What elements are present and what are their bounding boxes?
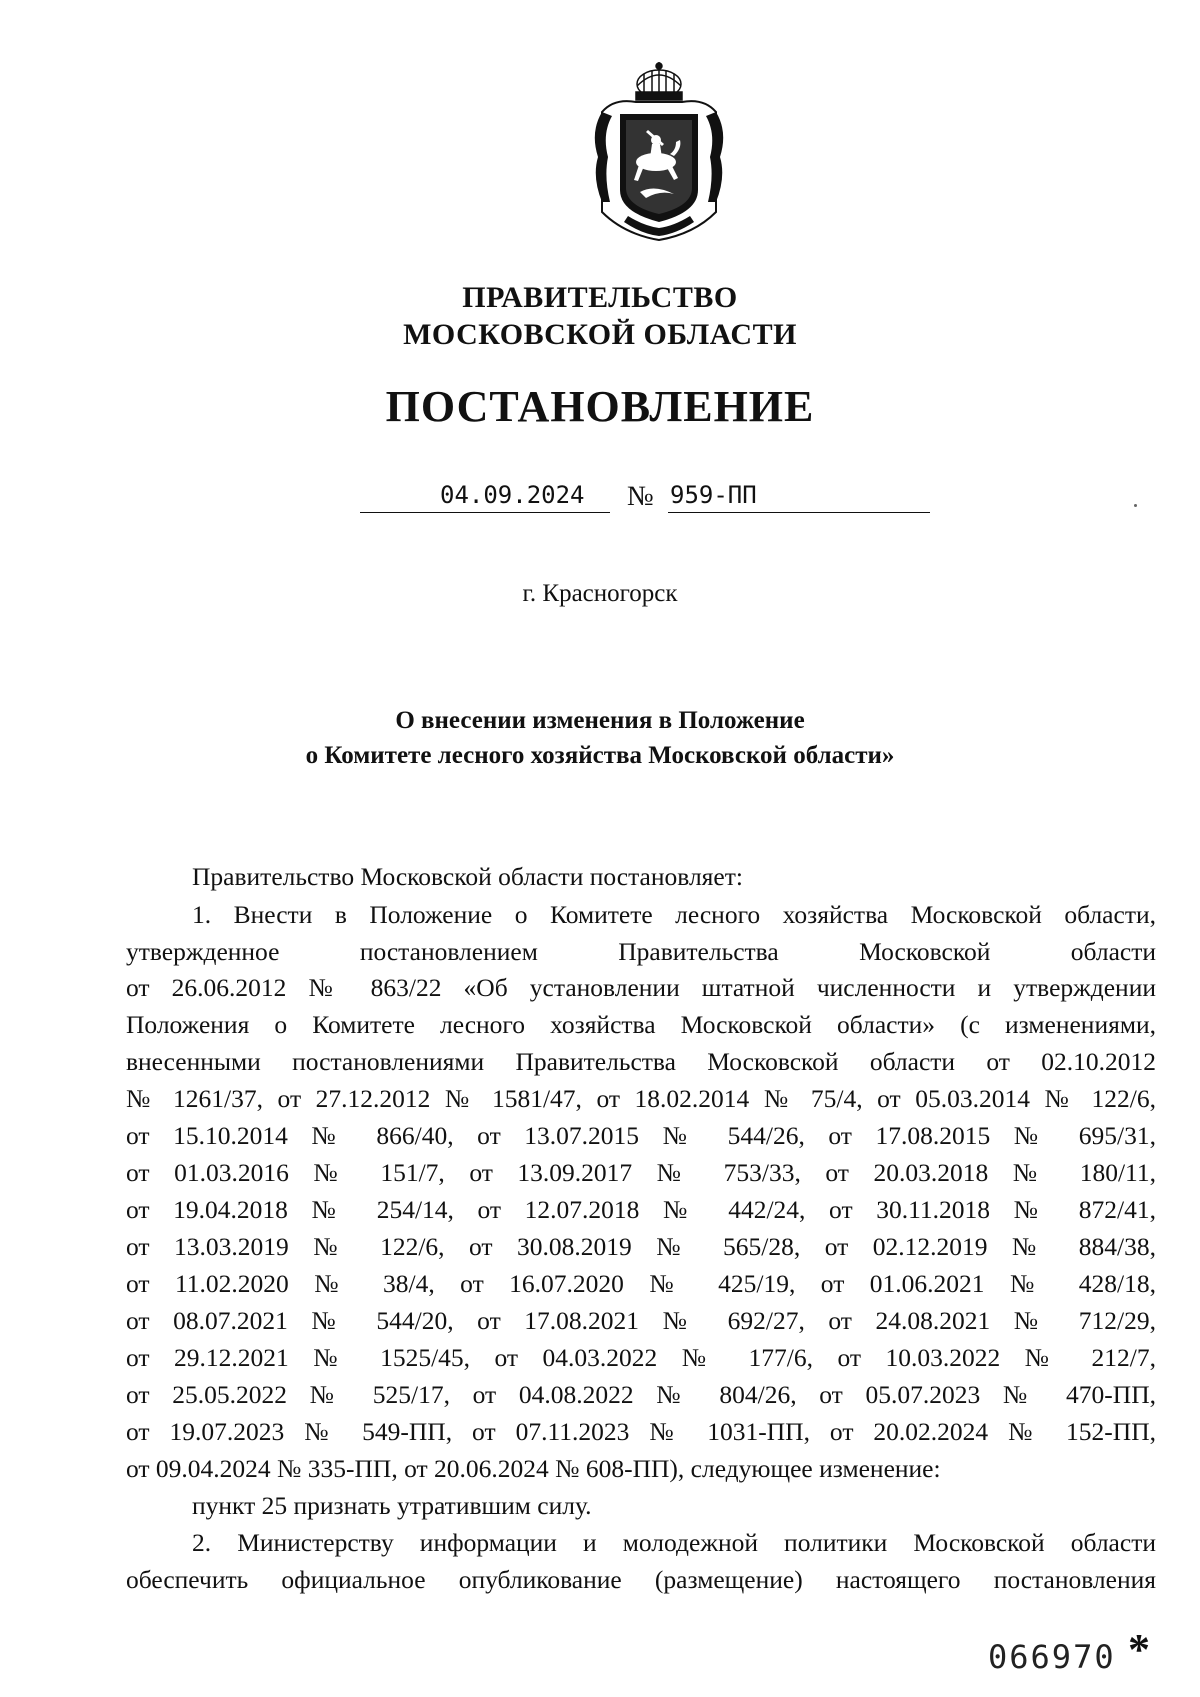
city: г. Красногорск xyxy=(522,580,678,607)
document-number: 959-ПП xyxy=(670,481,757,509)
number-sign: № xyxy=(627,481,654,512)
body-line: от 19.04.2018 № 254/14, от 12.07.2018 № 442/24, от 30.11.2018 № 872/41, xyxy=(126,1195,1156,1224)
subject-line2: о Комитете лесного хозяйства Московской области» xyxy=(305,742,895,769)
body-line: 1. Внести в Положение о Комитете лесного хозяйства Московской области, xyxy=(192,900,1156,929)
body-line: от 11.02.2020 № 38/4, от 16.07.2020 № 425/19, от 01.06.2021 № 428/18, xyxy=(126,1269,1156,1298)
government-title-line2: МОСКОВСКОЙ ОБЛАСТИ xyxy=(403,318,797,351)
body-line: от 15.10.2014 № 866/40, от 13.07.2015 № 544/26, от 17.08.2015 № 695/31, xyxy=(126,1121,1156,1150)
body-line: пункт 25 признать утратившим силу. xyxy=(192,1491,592,1520)
body-line: обеспечить официальное опубликование (размещение) настоящего постановления xyxy=(126,1565,1156,1594)
star-mark: * xyxy=(1128,1625,1150,1674)
body-line: Правительство Московской области постановляет: xyxy=(192,862,743,891)
body-line: от 09.04.2024 № 335-ПП, от 20.06.2024 № 608-ПП), следующее изменение: xyxy=(126,1454,941,1483)
moscow-oblast-coat-of-arms-icon xyxy=(584,62,734,242)
body-line: утвержденное постановлением Правительства Московской области xyxy=(126,937,1156,966)
body-line: 2. Министерству информации и молодежной политики Московской области xyxy=(192,1528,1156,1557)
scan-dot xyxy=(1134,504,1137,507)
body-line: от 08.07.2021 № 544/20, от 17.08.2021 № 692/27, от 24.08.2021 № 712/29, xyxy=(126,1306,1156,1335)
subject-line1: О внесении изменения в Положение xyxy=(395,707,805,734)
body-line: внесенными постановлениями Правительства Московской области от 02.10.2012 xyxy=(126,1047,1156,1076)
body-line: Положения о Комитете лесного хозяйства Московской области» (с изменениями, xyxy=(126,1010,1156,1039)
body-line: от 01.03.2016 № 151/7, от 13.09.2017 № 753/33, от 20.03.2018 № 180/11, xyxy=(126,1158,1156,1187)
date-field xyxy=(360,480,610,513)
body-line: от 26.06.2012 № 863/22 «Об установлении штатной численности и утверждении xyxy=(126,973,1156,1002)
body-line: № 1261/37, от 27.12.2012 № 1581/47, от 18.02.2014 № 75/4, от 05.03.2014 № 122/6, xyxy=(126,1084,1156,1113)
body-line: от 19.07.2023 № 549-ПП, от 07.11.2023 № 1031-ПП, от 20.02.2024 № 152-ПП, xyxy=(126,1417,1156,1446)
number-field xyxy=(668,480,930,513)
document-date: 04.09.2024 xyxy=(440,481,585,509)
government-title-line1: ПРАВИТЕЛЬСТВО xyxy=(462,281,738,314)
serial-number: 066970 xyxy=(988,1638,1116,1676)
document-type: ПОСТАНОВЛЕНИЕ xyxy=(385,382,815,431)
body-line: от 25.05.2022 № 525/17, от 04.08.2022 № 804/26, от 05.07.2023 № 470-ПП, xyxy=(126,1380,1156,1409)
body-line: от 13.03.2019 № 122/6, от 30.08.2019 № 565/28, от 02.12.2019 № 884/38, xyxy=(126,1232,1156,1261)
body-line: от 29.12.2021 № 1525/45, от 04.03.2022 № 177/6, от 10.03.2022 № 212/7, xyxy=(126,1343,1156,1372)
